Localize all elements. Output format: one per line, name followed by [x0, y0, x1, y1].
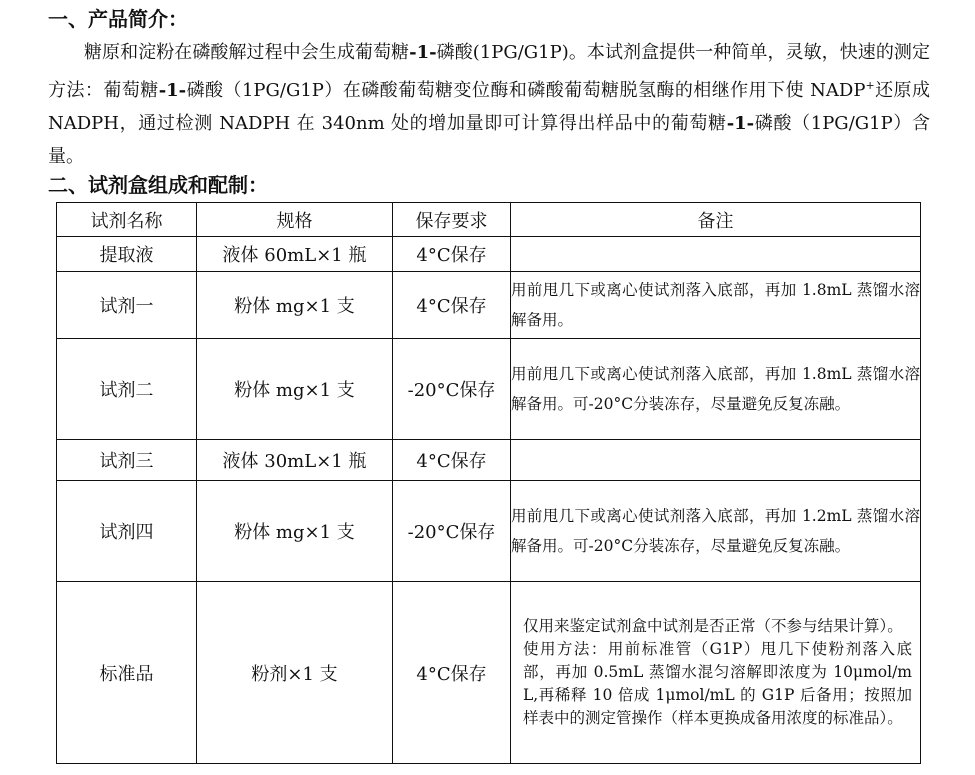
reagent-name: 试剂三: [57, 440, 197, 481]
header-storage: 保存要求: [393, 203, 511, 237]
reagent-note: 用前甩几下或离心使试剂落入底部，再加 1.2mL 蒸馏水溶解备用。可-20°C分装冻存，尽量避免反复冻融。: [511, 481, 921, 582]
reagent-name: 试剂四: [57, 481, 197, 582]
table-header-row: [57, 203, 921, 237]
intro-paragraph: 糖原和淀粉在磷酸解过程中会生成葡萄糖-1-磷酸(1PG/G1P)。本试剂盒提供一种简单，灵敏，快速的测定方法：葡萄糖-1-磷酸（1PG/G1P）在磷酸葡萄糖变位酶和磷酸葡萄糖脱氢酶的相继作用下使 NADP+还原成 NADPH，通过检测 NADPH 在 340nm 处的增加量即可计算得出样品中的葡萄糖-1-磷酸（1PG/G1P）含量。: [48, 42, 930, 167]
table-row: [57, 237, 921, 272]
reagent-spec: 粉体 mg×1 支: [197, 339, 393, 440]
table-row: [57, 440, 921, 481]
standard-note-purpose: 仅用来鉴定试剂盒中试剂是否正常（不参与结果计算）。: [523, 617, 903, 635]
reagent-storage: 4°C保存: [393, 582, 511, 764]
reagent-name: 试剂一: [57, 272, 197, 339]
kit-composition-table: [56, 202, 921, 764]
header-reagent-name: 试剂名称: [57, 203, 197, 237]
reagent-storage: -20°C保存: [393, 481, 511, 582]
table-row: [57, 582, 921, 764]
reagent-storage: 4°C保存: [393, 237, 511, 272]
reagent-note: 用前甩几下或离心使试剂落入底部，再加 1.8mL 蒸馏水溶解备用。可-20°C分装冻存，尽量避免反复冻融。: [511, 339, 921, 440]
reagent-storage: 4°C保存: [393, 272, 511, 339]
header-note: 备注: [511, 203, 921, 237]
reagent-spec: 粉体 mg×1 支: [197, 481, 393, 582]
reagent-name: 标准品: [57, 582, 197, 764]
table-row: [57, 272, 921, 339]
standard-note-usage: 使用方法：用前标准管（G1P）甩几下使粉剂落入底部，再加 0.5mL 蒸馏水混匀溶解即浓度为 10μmol/mL,再稀释 10 倍成 1μmol/mL 的 G1P 后备用；按照加样表中的测定管操作（样本更换成备用浓度的标准品）。: [523, 640, 912, 727]
reagent-spec: 液体 60mL×1 瓶: [197, 237, 393, 272]
reagent-note: [511, 440, 921, 481]
table-row: [57, 339, 921, 440]
header-spec: 规格: [197, 203, 393, 237]
reagent-note: [511, 237, 921, 272]
table-row: [57, 481, 921, 582]
reagent-spec: 液体 30mL×1 瓶: [197, 440, 393, 481]
reagent-name: 试剂二: [57, 339, 197, 440]
reagent-spec: 粉剂×1 支: [197, 582, 393, 764]
section-title-intro: 一、产品简介：: [48, 7, 188, 31]
section-title-kit-composition: 二、试剂盒组成和配制：: [48, 173, 268, 197]
reagent-note: 用前甩几下或离心使试剂落入底部，再加 1.8mL 蒸馏水溶解备用。: [511, 272, 921, 339]
reagent-spec: 粉体 mg×1 支: [197, 272, 393, 339]
reagent-storage: 4°C保存: [393, 440, 511, 481]
reagent-note: [511, 582, 921, 764]
reagent-storage: -20°C保存: [393, 339, 511, 440]
reagent-name: 提取液: [57, 237, 197, 272]
